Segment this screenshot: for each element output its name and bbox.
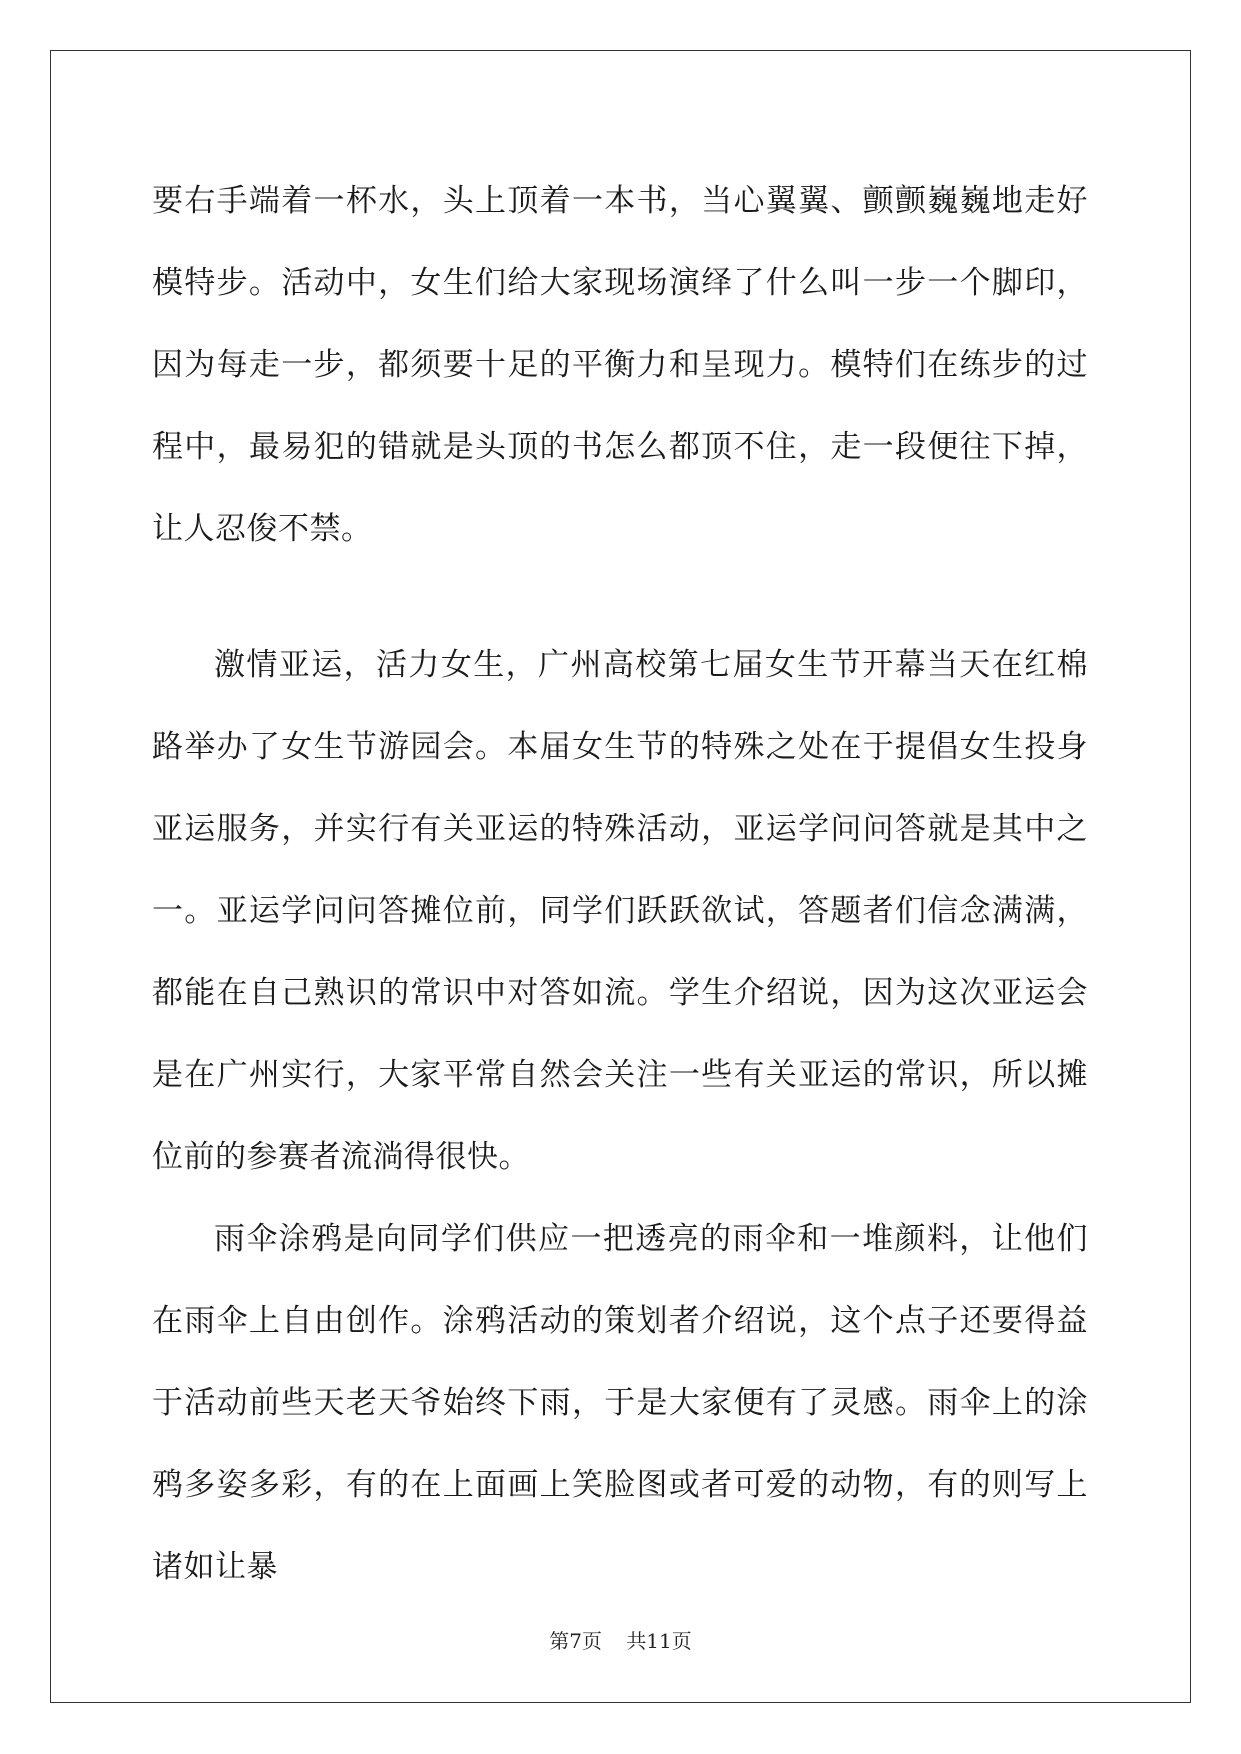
- paragraph-3: 雨伞涂鸦是向同学们供应一把透亮的雨伞和一堆颜料，让他们在雨伞上自由创作。涂鸦活动的策划者介绍说，这个点子还要得益于活动前些天老天爷始终下雨，于是大家便有了灵感。雨伞上的涂鸦多姿多彩，有的在上面画上笑脸图或者可爱的动物，有的则写上诸如让暴: [152, 1221, 1088, 1585]
- page-footer: [0, 1625, 1241, 1654]
- document-body: [152, 160, 1088, 1608]
- paragraph-1: 要右手端着一杯水，头上顶着一本书，当心翼翼、颤颤巍巍地走好模特步。活动中，女生们给大家现场演绎了什么叫一步一个脚印，因为每走一步，都须要十足的平衡力和呈现力。模特们在练步的过程中，最易犯的错就是头顶的书怎么都顶不住，走一段便往下掉，让人忍俊不禁。: [152, 183, 1088, 547]
- page-number-total: 共11页: [626, 1629, 692, 1653]
- page-number-current: 第7页: [549, 1629, 602, 1653]
- paragraph-2: 激情亚运，活力女生，广州高校第七届女生节开幕当天在红棉路举办了女生节游园会。本届女生节的特殊之处在于提倡女生投身亚运服务，并实行有关亚运的特殊活动，亚运学问问答就是其中之一。亚运学问问答摊位前，同学们跃跃欲试，答题者们信念满满，都能在自己熟识的常识中对答如流。学生介绍说，因为这次亚运会是在广州实行，大家平常自然会关注一些有关亚运的常识，所以摊位前的参赛者流淌得很快。: [152, 647, 1088, 1175]
- paragraph-gap: [152, 570, 1088, 624]
